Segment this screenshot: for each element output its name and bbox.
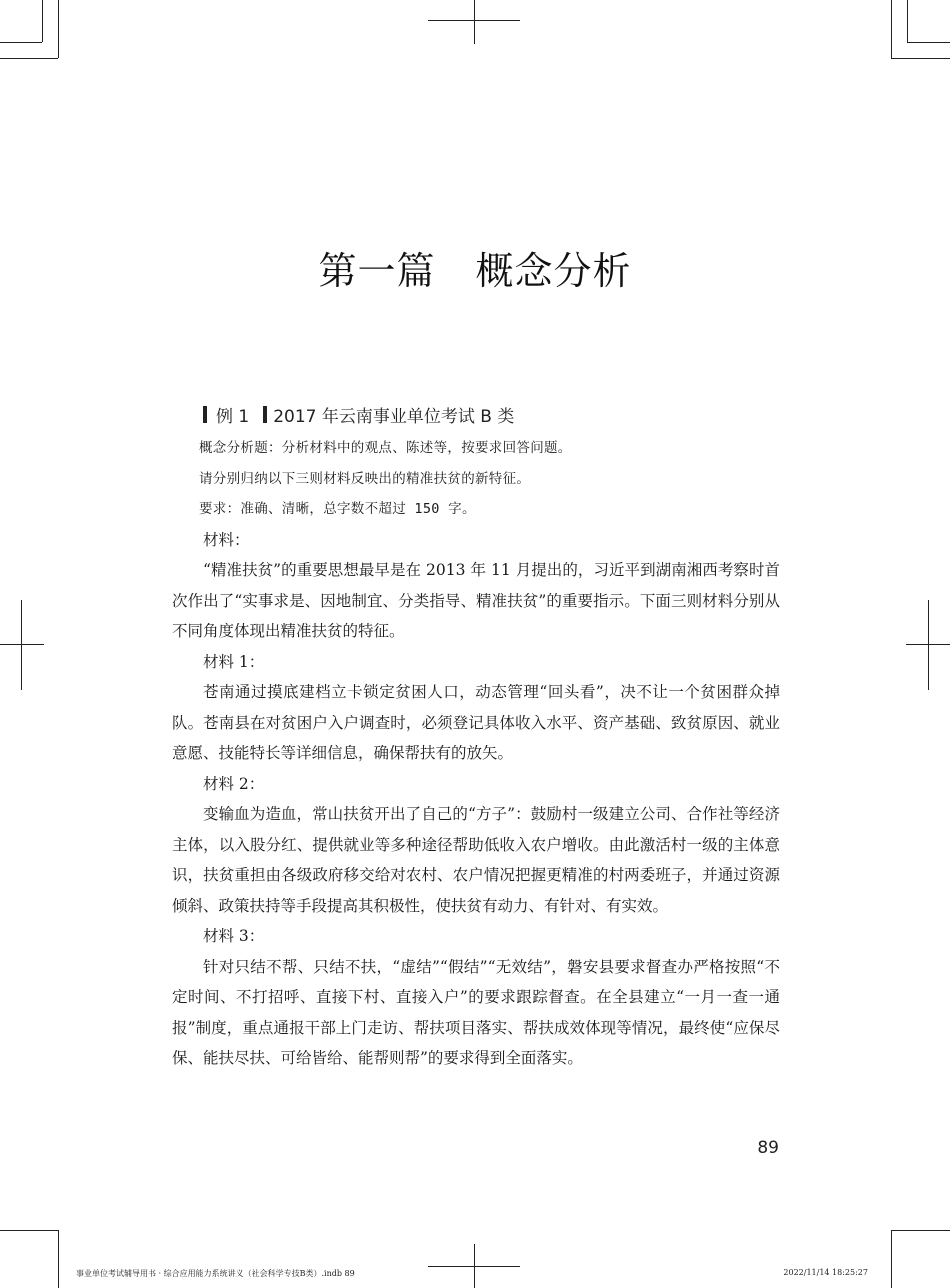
chapter-title <box>0 240 950 295</box>
material-1-heading: 材料 1： <box>203 652 265 671</box>
example-label: 例 1 <box>216 407 250 427</box>
question-type: 概念分析题：分析材料中的观点、陈述等，按要求回答问题。 <box>199 440 572 456</box>
material-2-heading: 材料 2： <box>203 774 265 793</box>
chapter-name: 概念分析 <box>475 249 632 293</box>
crop-mark <box>42 0 43 42</box>
crop-mark <box>0 58 58 59</box>
example-header <box>203 402 514 427</box>
crop-mark <box>58 0 59 58</box>
page-number: 89 <box>757 1138 779 1158</box>
print-slug-file: 事业单位考试辅导用书 · 综合应用能力系统讲义（社会科学专技B类）.indb 89 <box>76 1269 355 1278</box>
crop-mark <box>891 1230 892 1288</box>
crop-mark <box>907 42 950 43</box>
registration-mark <box>474 0 475 44</box>
material-2-text: 变输血为造血，常山扶贫开出了自己的“方子”：鼓励村一级建立公司、合作社等经济主体，以入股分红、提供就业等多种途径帮助低收入农户增收。由此激活村一级的主体意识，扶贫重担由各级政府移交给对农村、农户情况把握更精准的村两委班子，并通过资源倾斜、政策扶持等手段提高其积极性，使扶贫有动力、有针对、有实效。 <box>172 805 780 915</box>
label-bar <box>263 406 267 423</box>
crop-mark <box>907 0 908 42</box>
material-1-text: 苍南通过摸底建档立卡锁定贫困人口，动态管理“回头看”，决不让一个贫困群众掉队。苍南县在对贫困户入户调查时，必须登记具体收入水平、资产基础、致贫原因、就业意愿、技能特长等详细信息，确保帮扶有的放矢。 <box>172 683 780 762</box>
material-heading: 材料： <box>203 530 250 549</box>
question-prompt: 请分别归纳以下三则材料反映出的精准扶贫的新特征。 <box>199 470 531 487</box>
material-intro: “精准扶贫”的重要思想最早是在 2013 年 11 月提出的，习近平到湖南湘西考察时首次作出了“实事求是、因地制宜、分类指导、精准扶贫”的重要指示。下面三则材料分别从不同角度体现出精准扶贫的特征。 <box>172 561 780 640</box>
chapter-part: 第一篇 <box>318 249 436 293</box>
registration-mark <box>0 644 44 645</box>
question-body <box>172 433 780 1074</box>
question-requirement: 要求：准确、清晰，总字数不超过 150 字。 <box>199 501 476 517</box>
label-bar <box>203 406 207 423</box>
print-slug-timestamp: 2022/11/14 18:25:27 <box>783 1268 868 1277</box>
crop-mark <box>891 1230 950 1231</box>
material-3-text: 针对只结不帮、只结不扶，“虚结”“假结”“无效结”，磐安县要求督查办严格按照“不定时间、不打招呼、直接下村、直接入户”的要求跟踪督查。在全县建立“一月一查一通报”制度，重点通报干部上门走访、帮扶项目落实、帮扶成效体现等情况，最终使“应保尽保、能扶尽扶、可给皆给、能帮则帮”的要求得到全面落实。 <box>172 957 780 1067</box>
crop-mark <box>0 42 42 43</box>
crop-mark <box>58 1230 59 1288</box>
example-source: 2017 年云南事业单位考试 B 类 <box>273 407 515 427</box>
material-3-heading: 材料 3： <box>203 927 265 945</box>
crop-mark <box>891 0 892 58</box>
registration-mark <box>474 1244 475 1288</box>
crop-mark <box>0 1230 58 1231</box>
crop-mark <box>891 58 950 59</box>
registration-mark <box>21 600 22 690</box>
registration-mark <box>928 600 929 690</box>
